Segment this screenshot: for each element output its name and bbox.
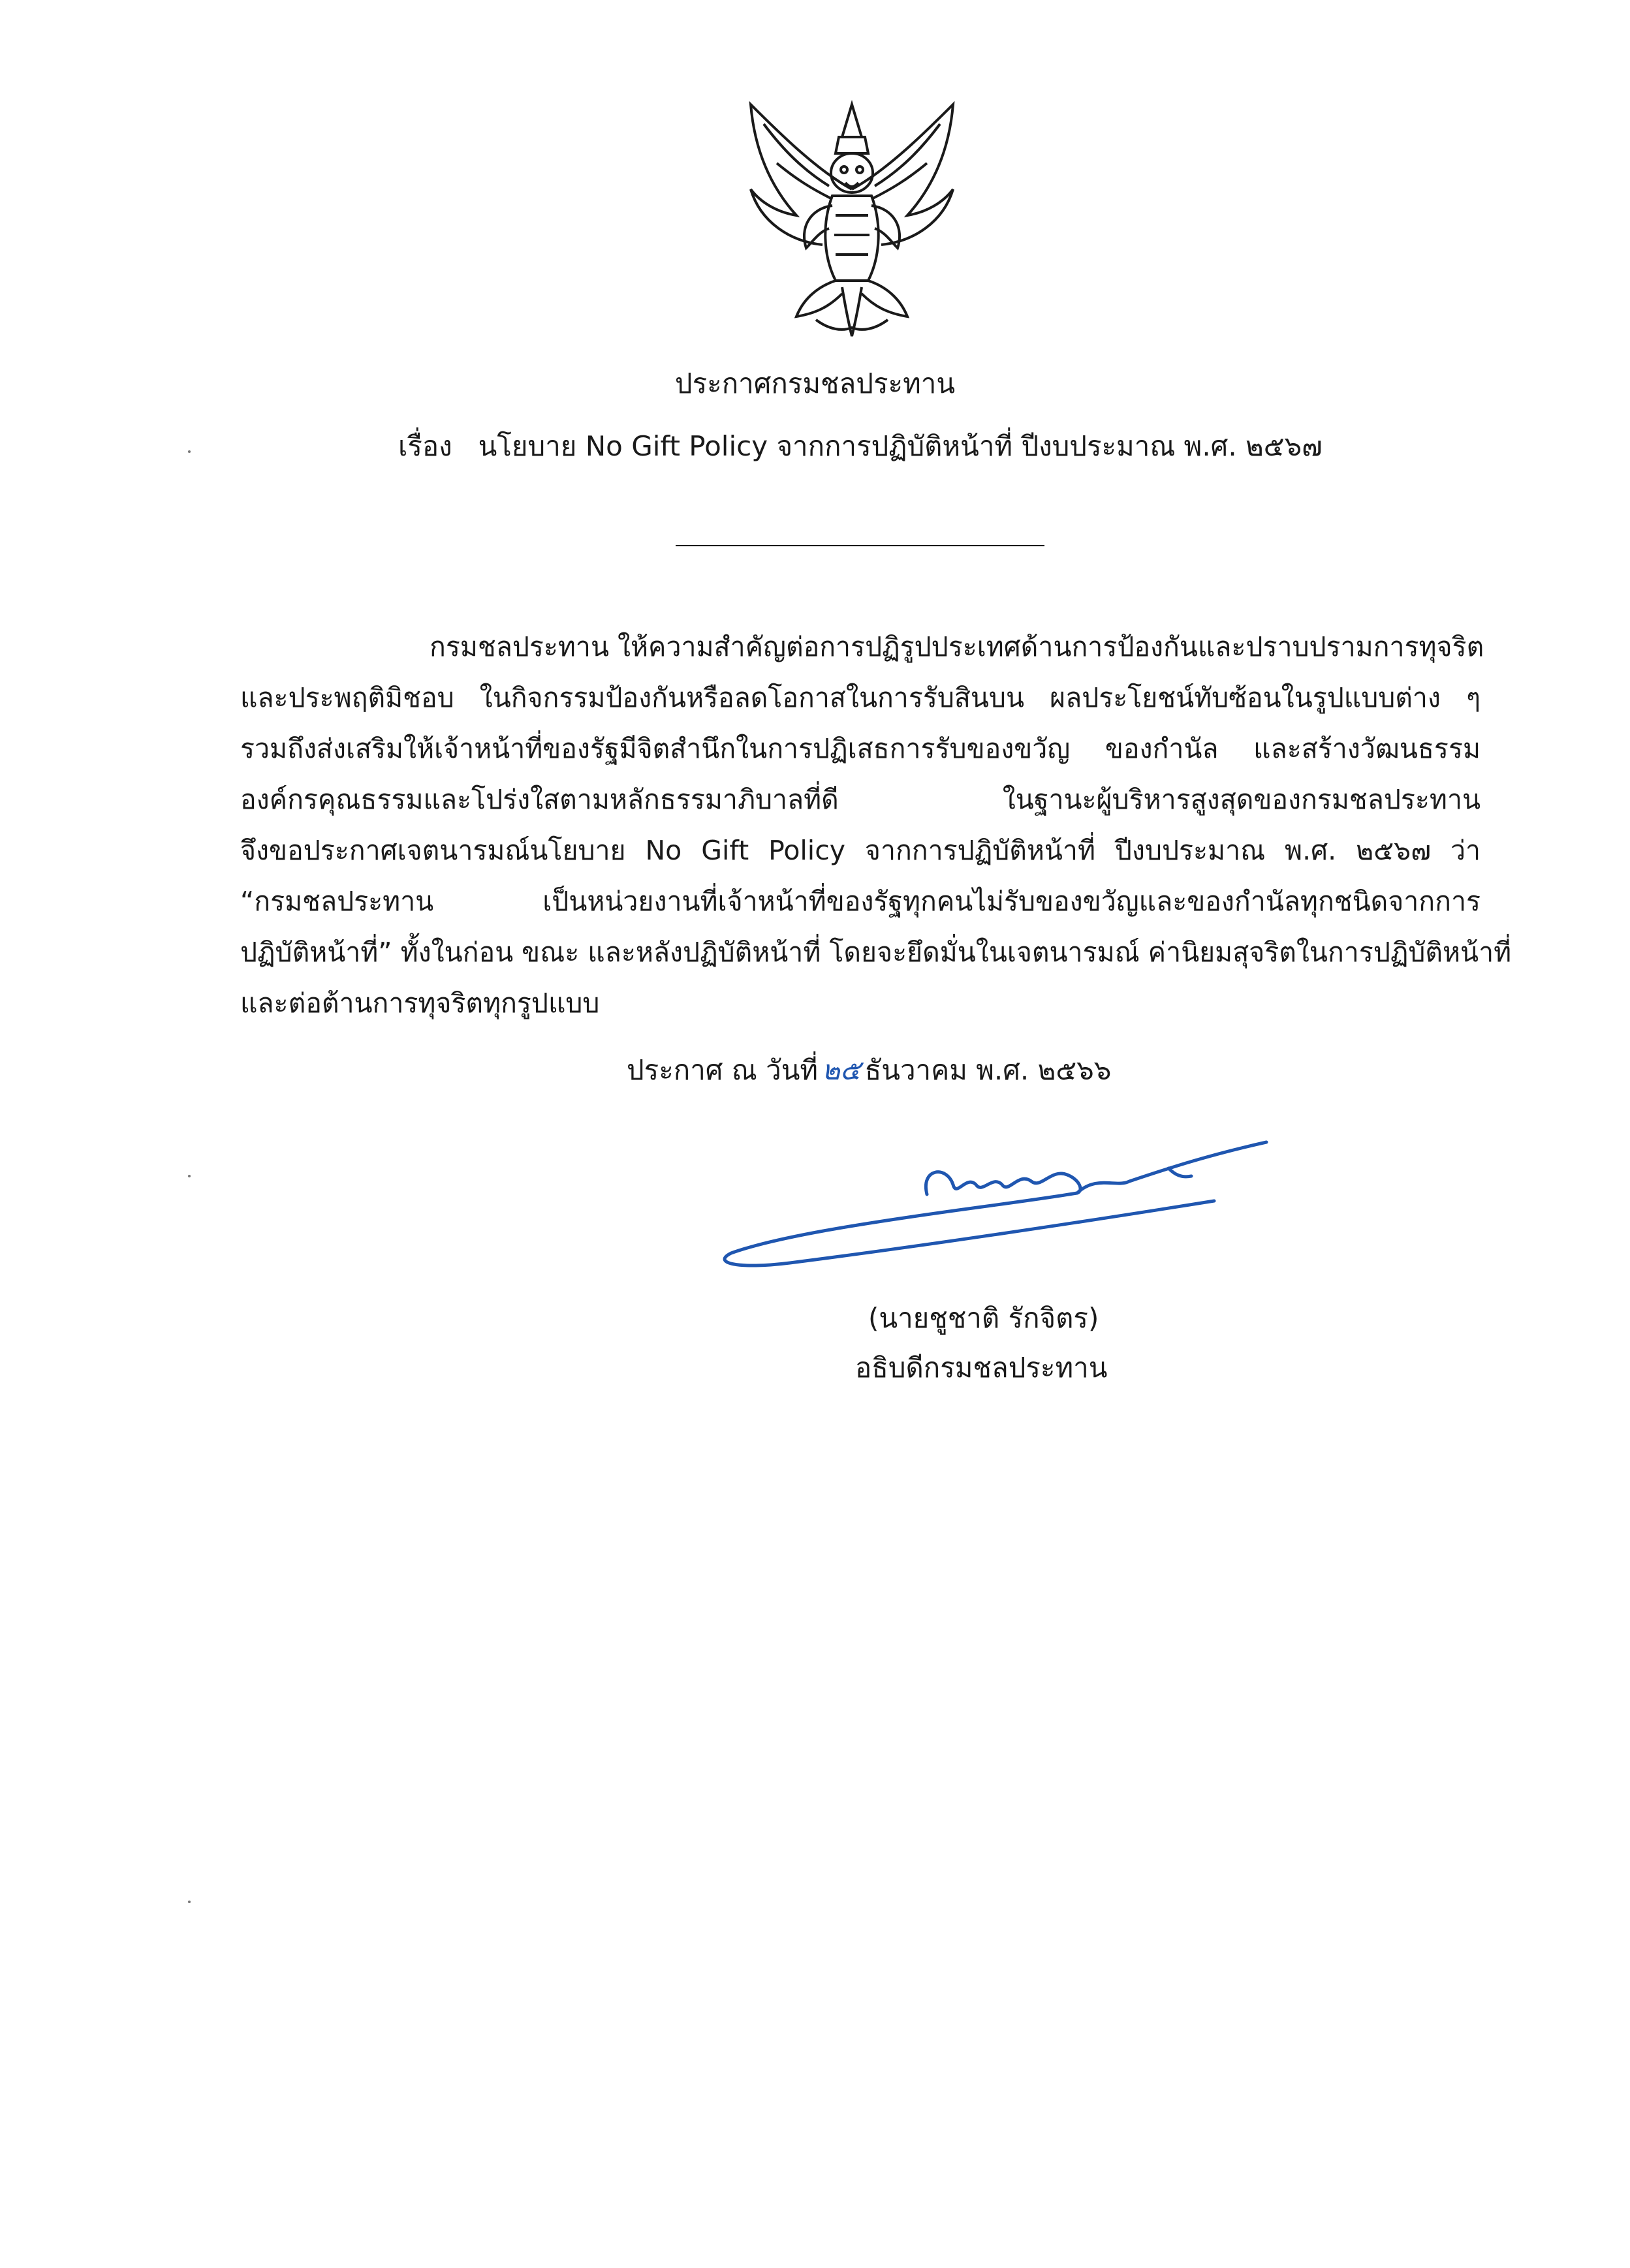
body-line: “กรมชลประทาน เป็นหน่วยงานที่เจ้าหน้าที่ของรัฐทุกคนไม่รับของขวัญและของกำนัลทุกชนิดจากการ — [240, 886, 1481, 917]
body-line: และประพฤติมิชอบ ในกิจกรรมป้องกันหรือลดโอกาสในการรับสินบน ผลประโยชน์ทับซ้อนในรูปแบบต่าง ๆ — [240, 682, 1481, 713]
scan-speck — [188, 1901, 191, 1903]
scan-speck — [188, 1175, 191, 1177]
body-line: จึงขอประกาศเจตนารมณ์นโยบาย No Gift Policy จากการปฏิบัติหน้าที่ ปีงบประมาณ พ.ศ. ๒๕๖๗ ว่า — [240, 835, 1481, 866]
announcement-date — [627, 1051, 1111, 1090]
body-line: รวมถึงส่งเสริมให้เจ้าหน้าที่ของรัฐมีจิตสำนึกในการปฏิเสธการรับของขวัญ ของกำนัล และสร้างวัฒนธรรม — [240, 733, 1481, 764]
signer-name: (นายชูชาติ รักจิตร) — [868, 1302, 1099, 1334]
body-line: องค์กรคุณธรรมและโปร่งใสตามหลักธรรมาภิบาลที่ดี ในฐานะผู้บริหารสูงสุดของกรมชลประทาน — [240, 784, 1481, 815]
scan-speck — [188, 450, 191, 453]
subject-line — [398, 427, 1377, 466]
subject-label: เรื่อง — [398, 430, 452, 462]
signer-title: อธิบดีกรมชลประทาน — [855, 1352, 1108, 1384]
garuda-emblem-icon — [738, 91, 966, 339]
body-line: ปฏิบัติหน้าที่” ทั้งในก่อน ขณะ และหลังปฏิบัติหน้าที่ โดยจะยึดมั่นในเจตนารมณ์ ค่านิยมสุจริตในการปฏิบัติหน้าที่ — [240, 937, 1512, 968]
announce-day: ๒๕ — [822, 1054, 861, 1086]
page-title: ประกาศกรมชลประทาน — [674, 367, 956, 399]
body-line: และต่อต้านการทุจริตทุกรูปแบบ — [240, 987, 600, 1019]
announce-suffix: ธันวาคม พ.ศ. ๒๕๖๖ — [864, 1054, 1112, 1086]
announce-prefix: ประกาศ ณ วันที่ — [627, 1054, 819, 1086]
title-divider — [676, 545, 1044, 546]
handwritten-signature — [712, 1129, 1286, 1279]
body-line: กรมชลประทาน ให้ความสำคัญต่อการปฏิรูปประเทศด้านการป้องกันและปราบปรามการทุจริต — [430, 631, 1484, 662]
body-paragraph — [240, 621, 1512, 1029]
subject-text: นโยบาย No Gift Policy จากการปฏิบัติหน้าที่ ปีงบประมาณ พ.ศ. ๒๕๖๗ — [478, 430, 1323, 462]
